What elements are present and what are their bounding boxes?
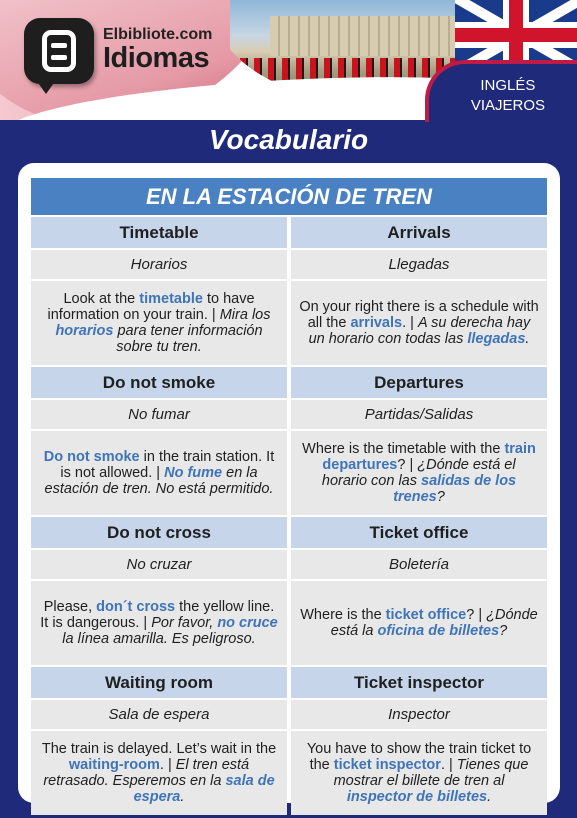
english-text: You have to show the train ticket to the [306, 741, 532, 773]
term-right: Ticket inspector [291, 667, 547, 698]
english-keyword: ticket office [385, 607, 467, 623]
spanish-text: El tren está retrasado. Esperemos en la [43, 757, 250, 789]
example-text [39, 599, 279, 647]
translation-left: Horarios [31, 250, 287, 279]
spanish-keyword: sala de espera [133, 773, 275, 805]
translation-right: Llegadas [291, 250, 547, 279]
brand-site-name[interactable]: Elbibliote.com [103, 26, 213, 43]
page-title: Vocabulario [208, 124, 369, 155]
spanish-text: en la estación de tren. No está permitido. [44, 465, 274, 497]
badge-language: INGLÉS [480, 77, 536, 94]
vocabulary-table [31, 217, 547, 817]
translation-right: Inspector [291, 700, 547, 729]
logo-letter-icon [42, 30, 76, 72]
english-text: in the train station. It is not allowed. | [60, 449, 275, 481]
english-text: The train is delayed. Let’s wait in the [41, 741, 277, 757]
spanish-keyword: No fume [164, 465, 223, 481]
english-keyword: don´t cross [96, 599, 176, 615]
english-text: to have information on your train. | [47, 291, 255, 323]
example-right [291, 281, 547, 365]
example-right [291, 731, 547, 815]
term-right: Arrivals [291, 217, 547, 248]
english-text: . | [440, 757, 457, 773]
translation-right: Boletería [291, 550, 547, 579]
english-text: . | [402, 315, 418, 331]
term-left: Timetable [31, 217, 287, 248]
brand-logo-icon[interactable] [24, 18, 94, 84]
english-keyword: timetable [139, 291, 203, 307]
spanish-text: Tienes que mostrar el billete de tren al [333, 757, 529, 789]
palace-building-image [270, 16, 460, 56]
example-right [291, 431, 547, 515]
english-keyword: Do not smoke [43, 449, 140, 465]
spanish-text: ? [436, 489, 445, 505]
example-right [291, 581, 547, 665]
spanish-text: ¿Dónde está el horario con las [321, 457, 516, 489]
english-text: ? | [397, 457, 418, 473]
example-left [31, 431, 287, 515]
example-text [39, 449, 279, 497]
spanish-keyword: inspector de billetes [346, 789, 488, 805]
example-text [299, 741, 539, 805]
spanish-keyword: llegadas [467, 331, 526, 347]
badge-audience: VIAJEROS [470, 97, 545, 114]
example-text [299, 607, 539, 639]
spanish-text: Mira los [219, 307, 271, 323]
translation-left: No fumar [31, 400, 287, 429]
english-text: Look at the [63, 291, 140, 307]
english-text: Where is the timetable with the [302, 441, 505, 457]
spanish-text: A su derecha hay un horario con todas las [308, 315, 531, 347]
english-text: . | [159, 757, 176, 773]
english-text: ? | [466, 607, 487, 623]
english-text: Please, [43, 599, 97, 615]
term-left: Do not smoke [31, 367, 287, 398]
spanish-keyword: oficina de billetes [377, 623, 500, 639]
example-left [31, 581, 287, 665]
english-keyword: ticket inspector [333, 757, 441, 773]
spanish-keyword: salidas de los trenes [393, 473, 517, 505]
term-left: Waiting room [31, 667, 287, 698]
spanish-text: ? [499, 623, 508, 639]
english-keyword: train departures [322, 441, 536, 473]
spanish-text: . [487, 789, 492, 805]
example-left [31, 281, 287, 365]
spanish-text: para tener información sobre tu tren. [113, 323, 263, 355]
table-heading: EN LA ESTACIÓN DE TREN [31, 178, 547, 215]
english-text: On your right there is a schedule with all the [299, 299, 539, 331]
example-left [31, 731, 287, 815]
translation-left: No cruzar [31, 550, 287, 579]
translation-right: Partidas/Salidas [291, 400, 547, 429]
spanish-keyword: horarios [55, 323, 114, 339]
english-text: Where is the [300, 607, 386, 623]
term-right: Ticket office [291, 517, 547, 548]
example-text [39, 291, 279, 355]
example-text [299, 441, 539, 505]
example-text [39, 741, 279, 805]
brand-title[interactable]: Idiomas [103, 42, 210, 74]
english-text: the yellow line. It is dangerous. | [40, 599, 275, 631]
term-left: Do not cross [31, 517, 287, 548]
spanish-keyword: no cruce [217, 615, 278, 631]
spanish-text: Por favor, [151, 615, 218, 631]
english-keyword: waiting-room [68, 757, 160, 773]
spanish-text: . [180, 789, 185, 805]
english-keyword: arrivals [350, 315, 403, 331]
term-right: Departures [291, 367, 547, 398]
example-text [299, 299, 539, 347]
spanish-text: ¿Dónde está la [330, 607, 538, 639]
spanish-text: . [525, 331, 530, 347]
category-badge [425, 60, 577, 122]
translation-left: Sala de espera [31, 700, 287, 729]
spanish-text: la línea amarilla. Es peligroso. [62, 631, 256, 647]
